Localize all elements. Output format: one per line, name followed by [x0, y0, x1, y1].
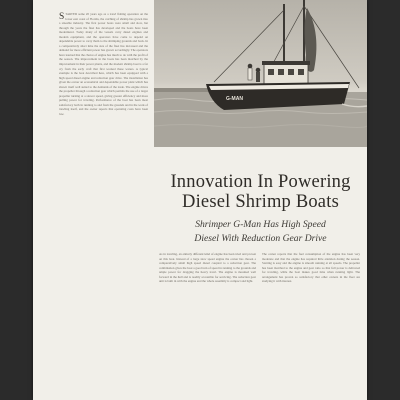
right-text-column: The owner reports that the fuel consumption of the engine has been very moderate and that the engine has required little attention during the season. Starting is easy and the engine is smooth running at all speeds. The propeller has been matched to the engine and gear ratio so that full power is delivered for trawling, while the boat makes good time when running light. The arrangement has proven so satisfactory that other owners in the fleet are studying it with interest.	[262, 252, 360, 284]
magazine-page	[33, 0, 367, 400]
subhead-line-1: Shrimper G-Man Has High Speed	[195, 219, 326, 230]
subhead-line-2: Diesel With Reduction Gear Drive	[194, 232, 327, 244]
headline-line-2: Diesel Shrimp Boats	[182, 191, 339, 212]
drop-cap: S	[59, 12, 65, 22]
article-headline	[154, 173, 367, 212]
headline-line-1: Innovation In Powering	[170, 172, 351, 192]
shrimp-boat-illustration	[154, 0, 367, 147]
shrimp-boat-photo	[154, 0, 367, 147]
boat-name-label: G-MAN	[226, 96, 243, 102]
left-body-text: TARTED some 20 years ago as a trawl fishing operation on the lower east coast of Florida, the catching of shrimp has grown into a sizeable industry. The first power boats were small and slow, but through the years the fleet has developed and the boats have been modernized. Today many of the vessels carry diesel engines and modern equipment, and the operators have come to depend on dependable power to carry them to the shrimping grounds and back. In a comparatively short time the size of the fleet has increased and the demand for more efficient power has grown accordingly. The operators have learned that the choice of engine has much to do with the profit of the season. The improvement in the boats has been matched by the improvement in their power plants, and the modern shrimp boat is a far cry from the early craft that first worked these waters. A typical example is the boat described here, which has been equipped with a high speed diesel engine and reduction gear drive. The installation has given the owner an economical and dependable power plant which has shown itself well suited to the demands of the trade. The engine drives the propeller through a reduction gear which permits the use of a larger propeller turning at a slower speed, giving greater efficiency and more pulling power for trawling. Performance of the boat has been most satisfactory both in running to and from the grounds and in the work of trawling itself, and the owner reports that operating costs have been low.	[59, 12, 148, 117]
article-subhead	[154, 218, 367, 245]
left-text-column	[59, 12, 148, 398]
middle-text-column: As in trawling, an entirely different kind of engine has been tried and proven on this boat. Instead of a large slow speed engine the owner has chosen a comparatively small high speed diesel coupled to a reduction gear. The combination gives the boat a good turn of speed in running to the grounds and ample power for dragging the heavy trawl. The engine is mounted well forward in the hull and is readily accessible for servicing. The reduction gear unit is built in with the engine and the whole assembly is compact and light.	[159, 252, 256, 284]
